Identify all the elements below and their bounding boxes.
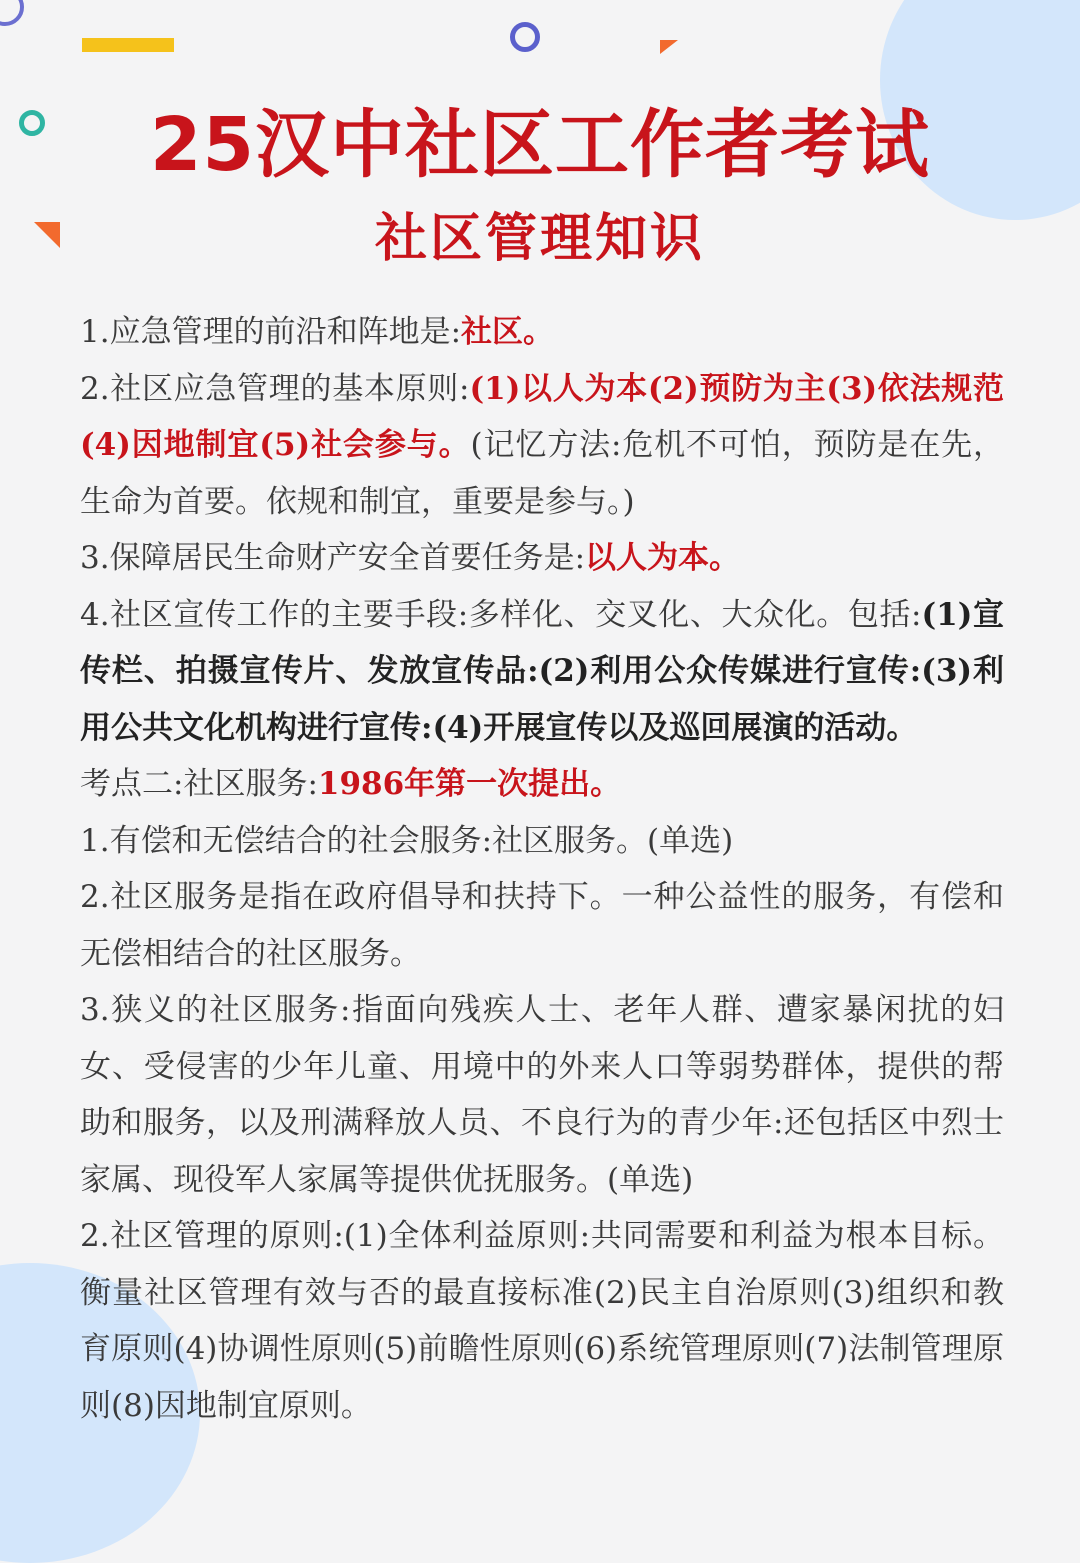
note-paragraph xyxy=(80,756,1004,813)
note-answer: 1986年第一次提出。 xyxy=(317,766,622,802)
note-text: 1.应急管理的前沿和阵地是: xyxy=(80,314,462,350)
note-paragraph xyxy=(80,869,1004,982)
decor-yellow-bar xyxy=(82,38,174,52)
note-text: 考点二:社区服务: xyxy=(80,766,318,802)
note-paragraph xyxy=(80,1208,1004,1434)
note-paragraph xyxy=(80,587,1004,757)
note-text: 3.狭义的社区服务:指面向残疾人士、老年人群、遭家暴闲扰的妇女、受侵害的少年儿童、用境中的外来人口等弱势群体，提供的帮助和服务，以及刑满释放人员、不良行为的青少年:还包括区中烈士家属、现役军人家属等提供优抚服务。(单选) xyxy=(80,992,1004,1198)
note-paragraph xyxy=(80,304,1004,361)
page-title: 25汉中社区工作者考试 xyxy=(150,102,930,188)
note-answer: 以人为本。 xyxy=(585,540,741,576)
note-emphasis: (1)宣传栏、拍摄宣传片、发放宣传品:(2)利用公众传媒进行宣传:(3)利用公共文化机构进行宣传:(4)开展宣传以及巡回展演的活动。 xyxy=(80,596,1004,746)
page-header xyxy=(0,100,1080,274)
note-text: 4.社区宣传工作的主要手段:多样化、交叉化、大众化。包括: xyxy=(80,596,922,633)
decor-triangle-icon xyxy=(660,40,678,54)
note-paragraph xyxy=(80,530,1004,587)
note-text: (记忆方法:危机不可怕，预防是在先，生命为首要。依规和制宜，重要是参与。) xyxy=(80,427,1004,520)
note-text: 2.社区管理的原则:(1)全体利益原则:共同需要和利益为根本目标。衡量社区管理有效与否的最直接标准(2)民主自治原则(3)组织和教育原则(4)协调性原则(5)前瞻性原则(6)系统管理原则(7)法制管理原则(8)因地制宜原则。 xyxy=(80,1218,1004,1424)
note-paragraph xyxy=(80,361,1004,531)
decor-ring-icon xyxy=(510,22,540,52)
page-subtitle: 社区管理知识 xyxy=(374,209,705,269)
decor-ring-icon xyxy=(0,0,24,26)
note-answer: 社区。 xyxy=(461,314,555,350)
notes-content xyxy=(80,304,1004,1434)
note-text: 2.社区应急管理的基本原则: xyxy=(80,370,470,407)
note-answer: (1)以人为本(2)预防为主(3)依法规范(4)因地制宜(5)社会参与。 xyxy=(80,370,1004,463)
note-text: 3.保障居民生命财产安全首要任务是: xyxy=(80,540,586,576)
note-text: 1.有偿和无偿结合的社会服务:社区服务。(单选) xyxy=(80,822,734,859)
note-text: 2.社区服务是指在政府倡导和扶持下。一种公益性的服务，有偿和无偿相结合的社区服务。 xyxy=(80,879,1004,972)
note-paragraph xyxy=(80,813,1004,870)
note-paragraph xyxy=(80,982,1004,1208)
